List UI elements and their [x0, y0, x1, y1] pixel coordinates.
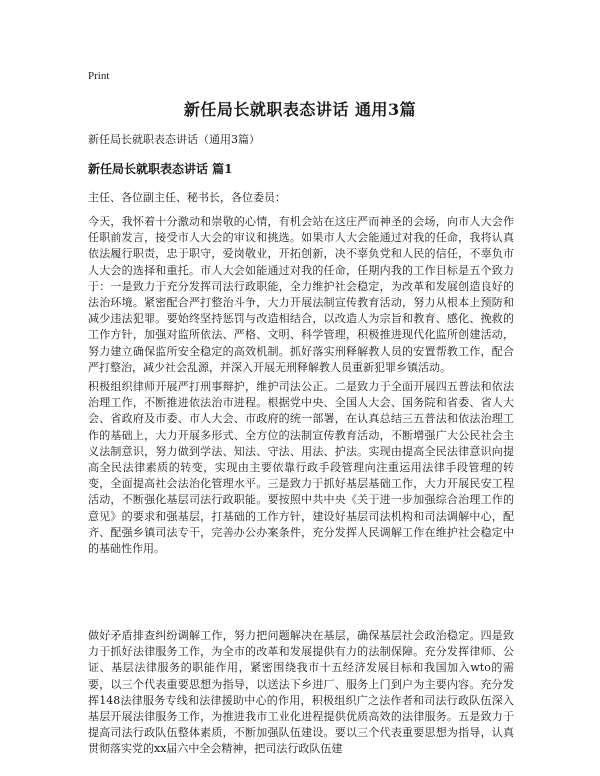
body-paragraph-3: 做好矛盾排查纠纷调解工作，努力把问题解决在基层，确保基层社会政治稳定。四是致力于抓好法律服务工作，为全市的改革和发展提供有力的法制保障。充分发挥律师、公证、基层法律服务的职能作用，紧密围绕我市十五经济发展目标和我国加入wto的需要，以三个代表重要思想为指导，以送法下乡进厂、服务上门到户为主要内容。充分发挥148法律服务专线和法律援助中心的作用，积极组织广之法作者和司法行政队伍深入基层开展法律服务工作，为推进我市工业化进程提供优质高效的法律服务。五是致力于提高司法行政队伍整体素质，不断加强队伍建设。要以三个代表重要思想为指导，认真贯彻落实党的xx届六中全会精神，把司法行政队伍建 [88, 629, 514, 756]
document-subtitle: 新任局长就职表态讲话（通用3篇） [88, 133, 260, 146]
print-link[interactable]: Print [88, 70, 110, 82]
page-title: 新任局长就职表态讲话 通用3篇 [183, 100, 417, 119]
salutation: 主任、各位副主任、秘书长，各位委员： [88, 191, 286, 204]
body-paragraph-2: 积极组织律师开展严打刑事辩护，维护司法公正。二是致力于全面开展四五普法和依法治理工作，不断推进依法治市进程。根据党中央、全国人大会、国务院和省委、省人大会、省政府及市委、市人大会、市政府的统一部署，在认真总结三五普法和依法治理工作的基础上，大力开展多形式、全方位的法制宣传教育活动，不断增强广大公民社会主义法制意识，努力做到学法、知法、守法、用法、护法。实现由提高全民法律意识向提高全民法律素质的转变，实现由主要依靠行政手段管理向注重运用法律手段管理的转变，全面提高社会法治化管理水平。三是致力于抓好基层基础工作，大力开展民安工程活动，不断强化基层司法行政职能。要按照中共中央《关于进一步加强综合治理工作的意见》的要求和强基层，打基础的工作方针，建设好基层司法机构和司法调解中心，配齐、配强乡镇司法专干，完善办公办案条件，充分发挥人民调解工作在维护社会稳定中的基础性作用。 [88, 380, 514, 556]
body-paragraph-1: 今天，我怀着十分激动和崇敬的心情，有机会站在这庄严而神圣的会场，向市人大会作任职前发言，接受市人大会的审议和挑选。如果市人大会能通过对我的任命，我将认真依法履行职责，忠于职守，爱岗敬业，开拓创新，决不辜负党和人民的信任，不辜负市人大会的选择和重托。市人大会如能通过对我的任命，任期内我的工作目标是五个致力于：一是致力于充分发挥司法行政职能，全力维护社会稳定，为改革和发展创造良好的法治环境。紧密配合严打整治斗争，大力开展法制宣传教育活动，努力从根本上预防和减少违法犯罪。要始终坚持惩罚与改造相结合，以改造人为宗旨和教育、感化、挽救的工作方针，加强对监所依法、严格、文明、科学管理，积极推进现代化监所创建活动，努力建立确保监所安全稳定的高效机制。抓好落实刑释解教人员的安置帮教工作，配合严打整治，减少社会乱源，并深入开展无刑释解教人员重新犯罪乡镇活动。 [88, 215, 514, 374]
section-heading: 新任局长就职表态讲话 篇1 [88, 162, 233, 176]
